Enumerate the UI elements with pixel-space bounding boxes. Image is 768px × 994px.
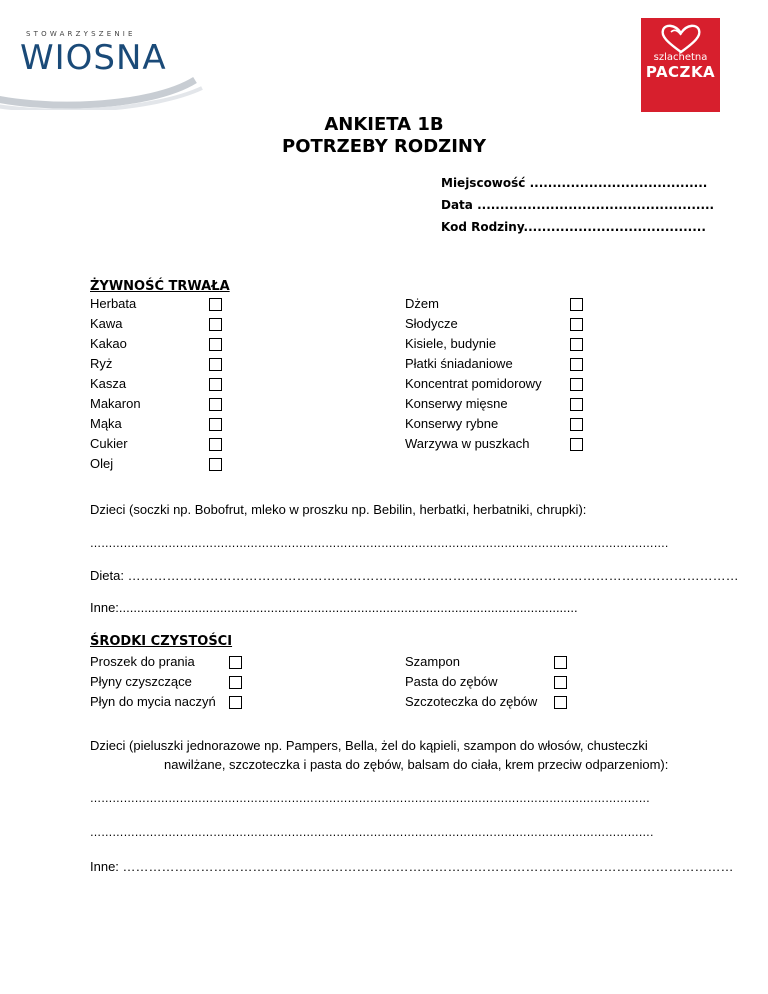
paczka-logo-line1: szlachetna <box>653 52 708 63</box>
wiosna-logo <box>0 0 200 110</box>
checklist-item-label: Makaron <box>90 396 141 411</box>
checkbox[interactable] <box>570 318 583 331</box>
checklist-item-label: Dżem <box>405 296 439 311</box>
checklist-item-label: Płyny czyszczące <box>90 674 192 689</box>
cleaning-children-line1[interactable]: …………………………………………………………………………………………………………………………………… <box>90 792 650 805</box>
checklist-item-label: Proszek do prania <box>90 654 195 669</box>
checklist-item-label: Koncentrat pomidorowy <box>405 376 542 391</box>
checkbox[interactable] <box>570 438 583 451</box>
checkbox[interactable] <box>570 338 583 351</box>
paczka-logo-line2: PACZKA <box>645 63 716 81</box>
checklist-item-label: Cukier <box>90 436 128 451</box>
checklist-item-label: Olej <box>90 456 114 471</box>
checkbox[interactable] <box>570 358 583 371</box>
food-children-line[interactable]: ………………………………………………………………………………………………………………………………….……. <box>90 537 669 550</box>
checklist-item-label: Herbata <box>90 296 137 311</box>
checklist-item-label: Szczoteczka do zębów <box>405 694 538 709</box>
checklist-item-label: Szampon <box>405 654 460 669</box>
checkbox[interactable] <box>209 298 222 311</box>
checklist-item-label: Płyn do mycia naczyń <box>90 694 216 709</box>
cleaning-section-title: ŚRODKI CZYSTOŚCI <box>90 634 233 649</box>
cleaning-children-line2[interactable]: ……………………………………………………………………………………………………………………………………. <box>90 826 654 839</box>
food-children-label: Dzieci (soczki np. Bobofrut, mleko w proszku np. Bebilin, herbatki, herbatniki, chrupki): <box>90 502 587 517</box>
cleaning-children-label-line2: nawilżane, szczoteczka i pasta do zębów, balsam do ciała, krem przeciw odparzeniom): <box>164 757 669 772</box>
checkbox[interactable] <box>209 438 222 451</box>
checkbox[interactable] <box>229 696 242 709</box>
checkbox[interactable] <box>229 656 242 669</box>
page-title: ANKIETA 1B <box>324 114 444 135</box>
wiosna-logo-small-text: STOWARZYSZENIE <box>26 30 136 38</box>
wiosna-logo-text: WIOSNA <box>20 38 167 78</box>
checklist-item-label: Konserwy mięsne <box>405 396 508 411</box>
checklist-item-label: Warzywa w puszkach <box>405 436 530 451</box>
checklist-item-label: Kisiele, budynie <box>405 336 497 351</box>
checklist-item-label: Kawa <box>90 316 123 331</box>
food-other-line[interactable]: Inne:............................................................................................................................... <box>90 600 578 615</box>
checkbox[interactable] <box>570 418 583 431</box>
checklist-item-label: Kasza <box>90 376 127 391</box>
checklist-item-label: Konserwy rybne <box>405 416 499 431</box>
checkbox[interactable] <box>209 378 222 391</box>
szlachetna-paczka-logo <box>641 18 720 112</box>
place-field[interactable]: Miejscowość ....................................... <box>441 176 708 190</box>
checkbox[interactable] <box>570 298 583 311</box>
page-subtitle: POTRZEBY RODZINY <box>282 136 486 157</box>
checklist-item-label: Ryż <box>90 356 113 371</box>
checkbox[interactable] <box>209 418 222 431</box>
cleaning-other-line[interactable]: Inne: …………………………………………………………………………………………………………………………… <box>90 859 734 874</box>
cleaning-children-label-line1: Dzieci (pieluszki jednorazowe np. Pampers, Bella, żel do kąpieli, szampon do włosów, chusteczki <box>90 738 648 753</box>
checkbox[interactable] <box>554 696 567 709</box>
checkbox[interactable] <box>554 676 567 689</box>
checklist-item-label: Pasta do zębów <box>405 674 498 689</box>
checkbox[interactable] <box>209 318 222 331</box>
family-code-field[interactable]: Kod Rodziny........................................ <box>441 220 706 234</box>
checklist-item-label: Mąka <box>90 416 122 431</box>
heart-icon <box>659 24 703 54</box>
checkbox[interactable] <box>570 398 583 411</box>
checkbox[interactable] <box>209 358 222 371</box>
checklist-item-label: Kakao <box>90 336 127 351</box>
checklist-item-label: Słodycze <box>405 316 458 331</box>
diet-line[interactable]: Dieta: …………………………………………………………………………………………………………………………… <box>90 568 739 583</box>
checkbox[interactable] <box>570 378 583 391</box>
checkbox[interactable] <box>554 656 567 669</box>
checkbox[interactable] <box>209 398 222 411</box>
checkbox[interactable] <box>209 338 222 351</box>
food-section-title: ŻYWNOŚĆ TRWAŁA <box>90 279 230 294</box>
date-field[interactable]: Data .................................................... <box>441 198 715 212</box>
checkbox[interactable] <box>229 676 242 689</box>
checklist-item-label: Płatki śniadaniowe <box>405 356 513 371</box>
checkbox[interactable] <box>209 458 222 471</box>
